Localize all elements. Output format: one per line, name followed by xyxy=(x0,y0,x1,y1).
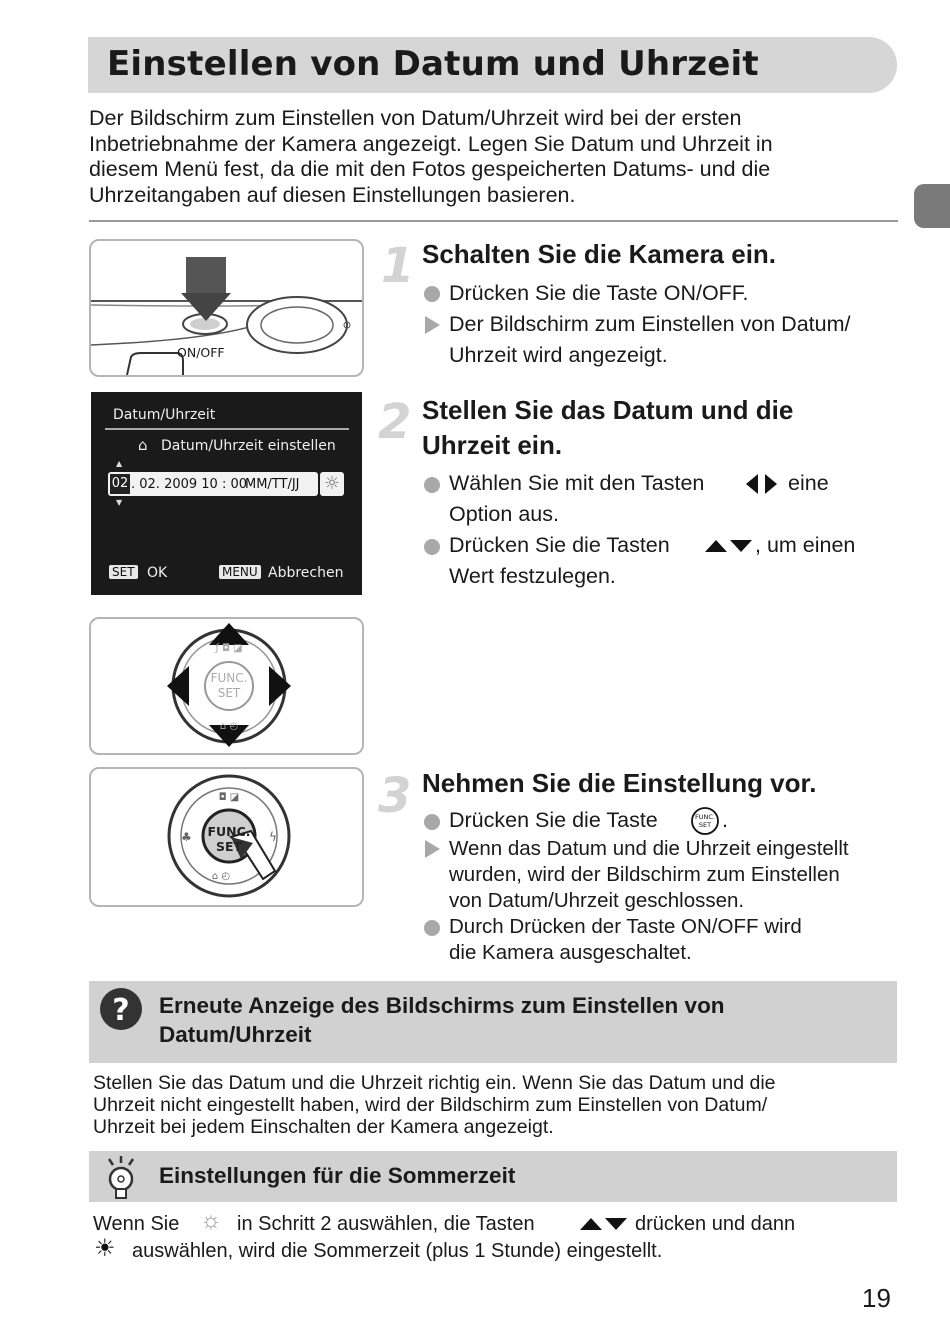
svg-text:SET: SET xyxy=(698,821,712,829)
intro-line: diesem Menü fest, da die mit den Fotos gespeicherten Datums- und die xyxy=(89,157,771,181)
info-box-title: Datum/Uhrzeit xyxy=(159,1022,312,1047)
lcd-month-field[interactable]: 02 xyxy=(110,474,130,494)
onoff-label: ON/OFF xyxy=(177,345,225,360)
dial-func-label: FUNC. xyxy=(207,824,251,839)
sun-filled-icon: ☀ xyxy=(94,1235,116,1262)
lcd-divider xyxy=(105,428,349,430)
lcd-date-value: . 02. 2009 10 : 00 xyxy=(131,477,248,492)
step-text: Drücken Sie die Tasten xyxy=(449,533,670,557)
svg-text:⌂ ◴: ⌂ ◴ xyxy=(219,721,239,732)
step-text: von Datum/Uhrzeit geschlossen. xyxy=(449,889,745,912)
info-box-body: Uhrzeit nicht eingestellt haben, wird der Bildschirm zum Einstellen von Datum/ xyxy=(93,1094,768,1116)
step-text: eine xyxy=(788,471,829,495)
question-icon xyxy=(99,987,143,1031)
info-box-body: Uhrzeit bei jedem Einschalten der Kamera angezeigt. xyxy=(93,1116,554,1138)
info-box-title: Erneute Anzeige des Bildschirms zum Einstellen von xyxy=(159,993,725,1018)
info-box-body: Wenn Sie xyxy=(93,1213,180,1235)
step-text: Wert festzulegen. xyxy=(449,564,616,588)
set-key-icon: SET xyxy=(109,565,138,579)
intro-line: Inbetriebnahme der Kamera angezeigt. Legen Sie Datum und Uhrzeit in xyxy=(89,131,773,156)
lcd-date-format: MM/TT/JJ xyxy=(245,477,300,492)
step-title: Stellen Sie das Datum und die xyxy=(422,395,794,425)
down-arrow-icon: ▼ xyxy=(116,498,123,507)
bullet-triangle-icon xyxy=(425,316,440,334)
lcd-ok-label: OK xyxy=(147,565,168,581)
step-number: 1 xyxy=(381,238,415,294)
step-text: . xyxy=(722,808,728,832)
sun-icon[interactable]: ☼ xyxy=(320,472,344,496)
page-number: 19 xyxy=(862,1283,891,1313)
divider xyxy=(89,220,898,222)
svg-text:⌂ ◴: ⌂ ◴ xyxy=(211,871,231,882)
step-text: Option aus. xyxy=(449,502,559,526)
intro-line: Uhrzeitangaben auf diesen Einstellungen basieren. xyxy=(89,182,576,207)
step-text: Drücken Sie die Taste xyxy=(449,808,658,832)
bullet-dot-icon xyxy=(424,539,440,555)
info-box-body: auswählen, wird die Sommerzeit (plus 1 Stunde) eingestellt. xyxy=(132,1240,663,1262)
lcd-header: Datum/Uhrzeit xyxy=(113,407,216,423)
dial-set-label: SET xyxy=(217,686,241,700)
step-text: die Kamera ausgeschaltet. xyxy=(449,941,692,964)
home-icon: ⌂ xyxy=(138,436,148,454)
lcd-menu-item: Datum/Uhrzeit einstellen xyxy=(161,438,336,454)
bullet-dot-icon xyxy=(424,920,440,936)
step-title: Schalten Sie die Kamera ein. xyxy=(422,239,777,269)
info-box-body: drücken und dann xyxy=(635,1213,796,1235)
step-title: Nehmen Sie die Einstellung vor. xyxy=(422,768,817,798)
intro-paragraph xyxy=(89,106,879,208)
step-text: Der Bildschirm zum Einstellen von Datum/ xyxy=(449,312,851,336)
lightbulb-icon xyxy=(104,1155,138,1201)
dial-set-label: SET xyxy=(215,839,243,854)
lcd-cancel-label: Abbrechen xyxy=(268,565,344,581)
step-number: 2 xyxy=(378,394,412,450)
svg-text:FUNC.: FUNC. xyxy=(695,813,715,821)
step-text: Wählen Sie mit den Tasten xyxy=(449,471,705,495)
svg-text:ϟ: ϟ xyxy=(269,830,277,844)
dial-press-illustration xyxy=(89,767,364,907)
info-box-title: Einstellungen für die Sommerzeit xyxy=(159,1163,516,1188)
step-number: 3 xyxy=(378,768,412,824)
bullet-dot-icon xyxy=(424,477,440,493)
bullet-triangle-icon xyxy=(425,840,440,858)
svg-text:ƒ ◘ ◪: ƒ ◘ ◪ xyxy=(215,643,243,654)
up-down-arrows-icon xyxy=(580,1217,628,1231)
lcd-screen xyxy=(91,392,362,595)
up-down-arrows-icon xyxy=(705,539,753,553)
intro-line: Der Bildschirm zum Einstellen von Datum/Uhrzeit wird bei der ersten xyxy=(89,106,742,130)
left-right-arrows-icon xyxy=(746,473,778,495)
dial-arrows-illustration xyxy=(89,617,364,755)
step-text: Drücken Sie die Taste ON/OFF. xyxy=(449,281,749,305)
step-text: Uhrzeit wird angezeigt. xyxy=(449,343,668,367)
camera-onoff-illustration xyxy=(89,239,364,377)
menu-key-icon: MENU xyxy=(219,565,261,579)
sun-outline-icon: ☼ xyxy=(200,1207,222,1234)
info-box-body: Stellen Sie das Datum und die Uhrzeit richtig ein. Wenn Sie das Datum und die xyxy=(93,1072,776,1094)
bullet-dot-icon xyxy=(424,814,440,830)
up-arrow-icon: ▲ xyxy=(116,459,123,468)
bullet-dot-icon xyxy=(424,286,440,302)
info-box-body: in Schritt 2 auswählen, die Tasten xyxy=(237,1213,535,1235)
dial-func-label: FUNC. xyxy=(210,671,248,685)
step-text: , um einen xyxy=(755,533,856,557)
func-set-button-icon xyxy=(690,806,720,836)
camera-top-icon xyxy=(91,241,362,375)
chapter-tab xyxy=(914,184,950,228)
step-text: wurden, wird der Bildschirm zum Einstellen xyxy=(449,863,840,886)
svg-text:?: ? xyxy=(112,993,130,1028)
page-title: Einstellen von Datum und Uhrzeit xyxy=(107,44,759,84)
step-text: Wenn das Datum und die Uhrzeit eingestellt xyxy=(449,837,849,860)
svg-text:◘ ◪: ◘ ◪ xyxy=(218,792,240,803)
step-title: Uhrzeit ein. xyxy=(422,430,563,460)
svg-text:♣: ♣ xyxy=(181,830,192,844)
step-text: Durch Drücken der Taste ON/OFF wird xyxy=(449,915,802,938)
